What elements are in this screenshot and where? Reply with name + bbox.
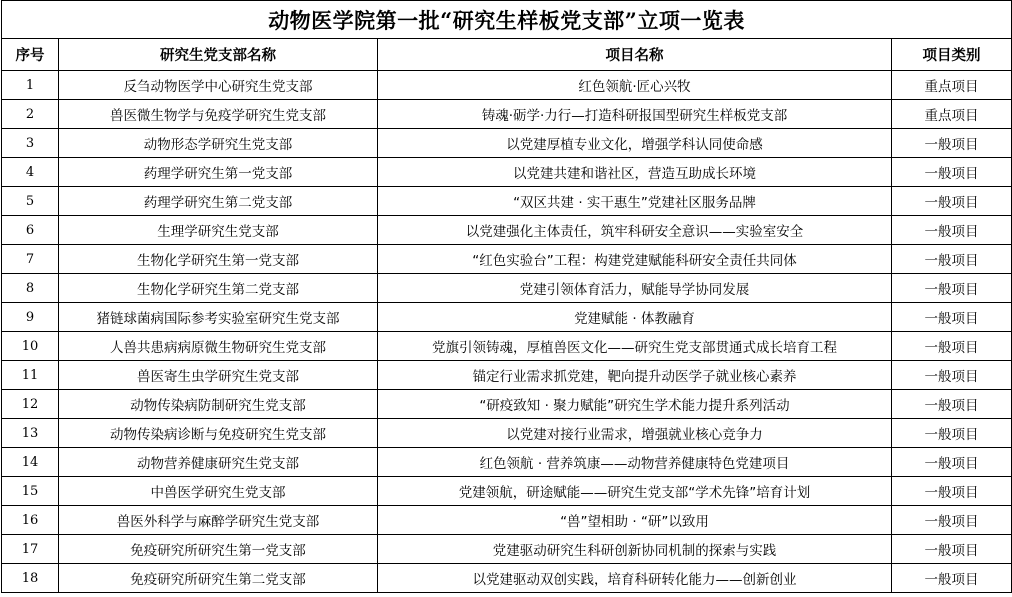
- row-branch-cell: 药理学研究生第一党支部: [59, 158, 378, 187]
- row-project-cell: “研疫致知 · 聚力赋能”研究生学术能力提升系列活动: [378, 390, 892, 419]
- row-project-cell: 党建驱动研究生科研创新协同机制的探索与实践: [378, 535, 892, 564]
- row-project-cell: “红色实验台”工程：构建党建赋能科研安全责任共同体: [378, 245, 892, 274]
- header-index: 序号: [2, 39, 59, 71]
- row-branch-cell: 免疫研究所研究生第一党支部: [59, 535, 378, 564]
- row-index-cell: 2: [2, 100, 59, 129]
- row-index-cell: 6: [2, 216, 59, 245]
- table-row: [2, 419, 1012, 448]
- title-row: [2, 1, 1012, 39]
- row-project-cell: 以党建驱动双创实践，培育科研转化能力——创新创业: [378, 564, 892, 593]
- row-index-cell: 9: [2, 303, 59, 332]
- row-category-cell: 重点项目: [892, 100, 1012, 129]
- row-branch-cell: 动物传染病诊断与免疫研究生党支部: [59, 419, 378, 448]
- row-branch-cell: 中兽医学研究生党支部: [59, 477, 378, 506]
- header-project-name: 项目名称: [378, 39, 892, 71]
- row-project-cell: 以党建共建和谐社区，营造互助成长环境: [378, 158, 892, 187]
- table-row: [2, 477, 1012, 506]
- table-row: [2, 216, 1012, 245]
- row-branch-cell: 动物传染病防制研究生党支部: [59, 390, 378, 419]
- row-category-cell: 一般项目: [892, 303, 1012, 332]
- table-row: [2, 564, 1012, 593]
- table-row: [2, 187, 1012, 216]
- row-index-cell: 13: [2, 419, 59, 448]
- row-category-cell: 一般项目: [892, 216, 1012, 245]
- row-project-cell: 党旗引领铸魂，厚植兽医文化——研究生党支部贯通式成长培育工程: [378, 332, 892, 361]
- row-branch-cell: 兽医微生物学与免疫学研究生党支部: [59, 100, 378, 129]
- table-row: [2, 303, 1012, 332]
- row-category-cell: 一般项目: [892, 332, 1012, 361]
- row-category-cell: 一般项目: [892, 245, 1012, 274]
- row-project-cell: 以党建强化主体责任，筑牢科研安全意识——实验室安全: [378, 216, 892, 245]
- row-index-cell: 16: [2, 506, 59, 535]
- row-category-cell: 一般项目: [892, 158, 1012, 187]
- row-category-cell: 一般项目: [892, 187, 1012, 216]
- row-branch-cell: 免疫研究所研究生第二党支部: [59, 564, 378, 593]
- row-index-cell: 15: [2, 477, 59, 506]
- row-category-cell: 一般项目: [892, 535, 1012, 564]
- row-branch-cell: 药理学研究生第二党支部: [59, 187, 378, 216]
- row-project-cell: 铸魂·砺学·力行—打造科研报国型研究生样板党支部: [378, 100, 892, 129]
- row-project-cell: 党建赋能 · 体教融育: [378, 303, 892, 332]
- row-index-cell: 8: [2, 274, 59, 303]
- row-branch-cell: 生理学研究生党支部: [59, 216, 378, 245]
- row-category-cell: 一般项目: [892, 361, 1012, 390]
- table-title: 动物医学院第一批“研究生样板党支部”立项一览表: [2, 1, 1012, 39]
- table-row: [2, 506, 1012, 535]
- header-branch-name: 研究生党支部名称: [59, 39, 378, 71]
- table-row: [2, 158, 1012, 187]
- table-row: [2, 448, 1012, 477]
- row-branch-cell: 动物形态学研究生党支部: [59, 129, 378, 158]
- row-category-cell: 一般项目: [892, 129, 1012, 158]
- table-body: [2, 71, 1012, 593]
- row-index-cell: 4: [2, 158, 59, 187]
- row-category-cell: 一般项目: [892, 477, 1012, 506]
- row-category-cell: 一般项目: [892, 448, 1012, 477]
- row-branch-cell: 兽医外科学与麻醉学研究生党支部: [59, 506, 378, 535]
- table-row: [2, 100, 1012, 129]
- row-project-cell: “双区共建 · 实干惠生”党建社区服务品牌: [378, 187, 892, 216]
- row-category-cell: 重点项目: [892, 71, 1012, 100]
- row-index-cell: 1: [2, 71, 59, 100]
- table-row: [2, 274, 1012, 303]
- row-branch-cell: 动物营养健康研究生党支部: [59, 448, 378, 477]
- table-row: [2, 390, 1012, 419]
- row-index-cell: 7: [2, 245, 59, 274]
- row-branch-cell: 猪链球菌病国际参考实验室研究生党支部: [59, 303, 378, 332]
- table-row: [2, 361, 1012, 390]
- row-category-cell: 一般项目: [892, 564, 1012, 593]
- table-row: [2, 245, 1012, 274]
- row-project-cell: 以党建厚植专业文化，增强学科认同使命感: [378, 129, 892, 158]
- row-project-cell: 党建引领体育活力，赋能导学协同发展: [378, 274, 892, 303]
- table-row: [2, 535, 1012, 564]
- table-row: [2, 129, 1012, 158]
- row-index-cell: 3: [2, 129, 59, 158]
- row-index-cell: 17: [2, 535, 59, 564]
- row-index-cell: 14: [2, 448, 59, 477]
- row-project-cell: 党建领航，研途赋能——研究生党支部“学术先锋”培育计划: [378, 477, 892, 506]
- row-category-cell: 一般项目: [892, 274, 1012, 303]
- row-index-cell: 18: [2, 564, 59, 593]
- row-branch-cell: 反刍动物医学中心研究生党支部: [59, 71, 378, 100]
- row-project-cell: 红色领航 · 营养筑康——动物营养健康特色党建项目: [378, 448, 892, 477]
- row-index-cell: 11: [2, 361, 59, 390]
- row-index-cell: 12: [2, 390, 59, 419]
- table-row: [2, 332, 1012, 361]
- row-branch-cell: 生物化学研究生第二党支部: [59, 274, 378, 303]
- row-branch-cell: 生物化学研究生第一党支部: [59, 245, 378, 274]
- row-index-cell: 5: [2, 187, 59, 216]
- table-row: [2, 71, 1012, 100]
- row-project-cell: 锚定行业需求抓党建，靶向提升动医学子就业核心素养: [378, 361, 892, 390]
- row-category-cell: 一般项目: [892, 390, 1012, 419]
- header-project-category: 项目类别: [892, 39, 1012, 71]
- header-row: [2, 39, 1012, 71]
- project-table: [1, 0, 1012, 593]
- row-project-cell: 以党建对接行业需求，增强就业核心竞争力: [378, 419, 892, 448]
- row-project-cell: “兽”望相助 · “研”以致用: [378, 506, 892, 535]
- row-branch-cell: 人兽共患病病原微生物研究生党支部: [59, 332, 378, 361]
- row-category-cell: 一般项目: [892, 419, 1012, 448]
- row-index-cell: 10: [2, 332, 59, 361]
- spreadsheet-sheet: [1, 0, 1011, 597]
- row-project-cell: 红色领航·匠心兴牧: [378, 71, 892, 100]
- row-branch-cell: 兽医寄生虫学研究生党支部: [59, 361, 378, 390]
- row-category-cell: 一般项目: [892, 506, 1012, 535]
